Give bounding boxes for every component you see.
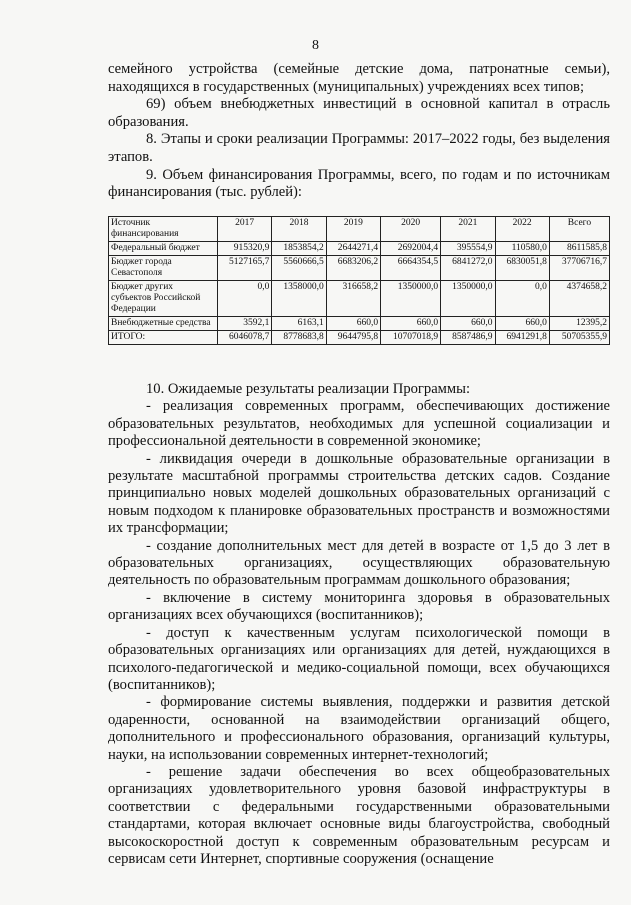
table-row (109, 317, 610, 331)
table-cell: 395554,9 (441, 242, 495, 256)
column-header: 2019 (326, 217, 380, 242)
column-header: 2017 (218, 217, 272, 242)
table-cell: 1350000,0 (381, 281, 441, 317)
column-header: Всего (549, 217, 609, 242)
table-cell: 10707018,9 (381, 331, 441, 345)
table-cell: 4374658,2 (549, 281, 609, 317)
column-header: 2020 (381, 217, 441, 242)
table-row-total (109, 331, 610, 345)
table-cell: 6664354,5 (381, 256, 441, 281)
table-cell: 316658,2 (326, 281, 380, 317)
table-body (109, 242, 610, 345)
table-cell: 660,0 (326, 317, 380, 331)
table-cell: 37706716,7 (549, 256, 609, 281)
table-cell: 8587486,9 (441, 331, 495, 345)
top-text (108, 61, 610, 202)
table-cell: 5560666,5 (272, 256, 326, 281)
list-item: - доступ к качественным услугам психологической помощи в образовательных организациях или организациях для детей, нуждающихся в психолого-педагогической и медико-социальной помощи, всех обучающихся (воспитанников); (108, 624, 610, 693)
list-item: - реализация современных программ, обеспечивающих достижение образовательных результатов, необходимых для успешной социализации и профессиональной деятельности в современной экономике; (108, 398, 610, 450)
column-header: 2022 (495, 217, 549, 242)
table-cell: 50705355,9 (549, 331, 609, 345)
table-cell: 0,0 (218, 281, 272, 317)
page-number: 8 (312, 38, 319, 53)
table-cell: 2644271,4 (326, 242, 380, 256)
table-cell: 660,0 (441, 317, 495, 331)
table-cell: Бюджет города Севастополя (109, 256, 218, 281)
financing-table (108, 216, 610, 345)
table-cell: Бюджет других субъектов Российской Федерации (109, 281, 218, 317)
table-cell: 6830051,8 (495, 256, 549, 281)
table-cell: 6046078,7 (218, 331, 272, 345)
expected-results (108, 381, 610, 868)
table-cell: 6941291,8 (495, 331, 549, 345)
list-item: - формирование системы выявления, поддержки и развития детской одаренности, основанной на взаимодействии организаций общего, дополнительного и профессионального образования, организаций культуры, науки, на использовании современных интернет-технологий; (108, 694, 610, 763)
column-header: Источник финансирования (109, 217, 218, 242)
list-item: - решение задачи обеспечения во всех общеобразовательных организациях удовлетворительного уровня базовой инфраструктуры в соответствии с федеральными государственными образовательными стандартами, которая включает основные виды благоустройства, свободный высокоскоростной доступ к современным образовательным ресурсам и сервисам сети Интернет, спортивные сооружения (оснащение (108, 763, 610, 867)
table-row (109, 281, 610, 317)
list-item: - включение в систему мониторинга здоровья в образовательных организациях всех обучающихся (воспитанников); (108, 589, 610, 624)
table-cell: 3592,1 (218, 317, 272, 331)
paragraph: 9. Объем финансирования Программы, всего, по годам и по источникам финансирования (тыс. рублей): (108, 166, 610, 201)
paragraph: 8. Этапы и сроки реализации Программы: 2017–2022 годы, без выделения этапов. (108, 131, 610, 165)
table-cell: 1853854,2 (272, 242, 326, 256)
table-cell: ИТОГО: (109, 331, 218, 345)
table-cell: 8611585,8 (549, 242, 609, 256)
list-item: - ликвидация очереди в дошкольные образовательные организации в результате масштабной программы строительства детских садов. Создание принципиально новых моделей дошкольных образовательных организаций с новым подходом к планировке образовательных пространств и возможностями их трансформации; (108, 450, 610, 537)
table-row (109, 242, 610, 256)
column-header: 2021 (441, 217, 495, 242)
table-cell: Внебюджетные средства (109, 317, 218, 331)
column-header: 2018 (272, 217, 326, 242)
table-cell: 5127165,7 (218, 256, 272, 281)
section-heading: 10. Ожидаемые результаты реализации Программы: (146, 381, 470, 397)
table-cell: 9644795,8 (326, 331, 380, 345)
table-cell: 110580,0 (495, 242, 549, 256)
table-cell: 6683206,2 (326, 256, 380, 281)
table-cell: 1358000,0 (272, 281, 326, 317)
table-row (109, 256, 610, 281)
paragraph: 69) объем внебюджетных инвестиций в основной капитал в отрасль образования. (108, 96, 610, 130)
table-cell: 6841272,0 (441, 256, 495, 281)
table-cell: 660,0 (381, 317, 441, 331)
table-cell: 8778683,8 (272, 331, 326, 345)
table-cell: 660,0 (495, 317, 549, 331)
table-cell: 6163,1 (272, 317, 326, 331)
table-cell: 12395,2 (549, 317, 609, 331)
list-item: - создание дополнительных мест для детей в возрасте от 1,5 до 3 лет в образовательных организациях, осуществляющих образовательную деятельность по образовательным программам дошкольного образования; (108, 537, 610, 589)
table-header-row (109, 217, 610, 242)
table-cell: 2692004,4 (381, 242, 441, 256)
paragraph: семейного устройства (семейные детские дома, патронатные семьи), находящихся в государственных (муниципальных) учреждениях всех типов; (108, 61, 610, 95)
table-cell: 0,0 (495, 281, 549, 317)
table-cell: 915320,9 (218, 242, 272, 256)
table-cell: Федеральный бюджет (109, 242, 218, 256)
table-cell: 1350000,0 (441, 281, 495, 317)
